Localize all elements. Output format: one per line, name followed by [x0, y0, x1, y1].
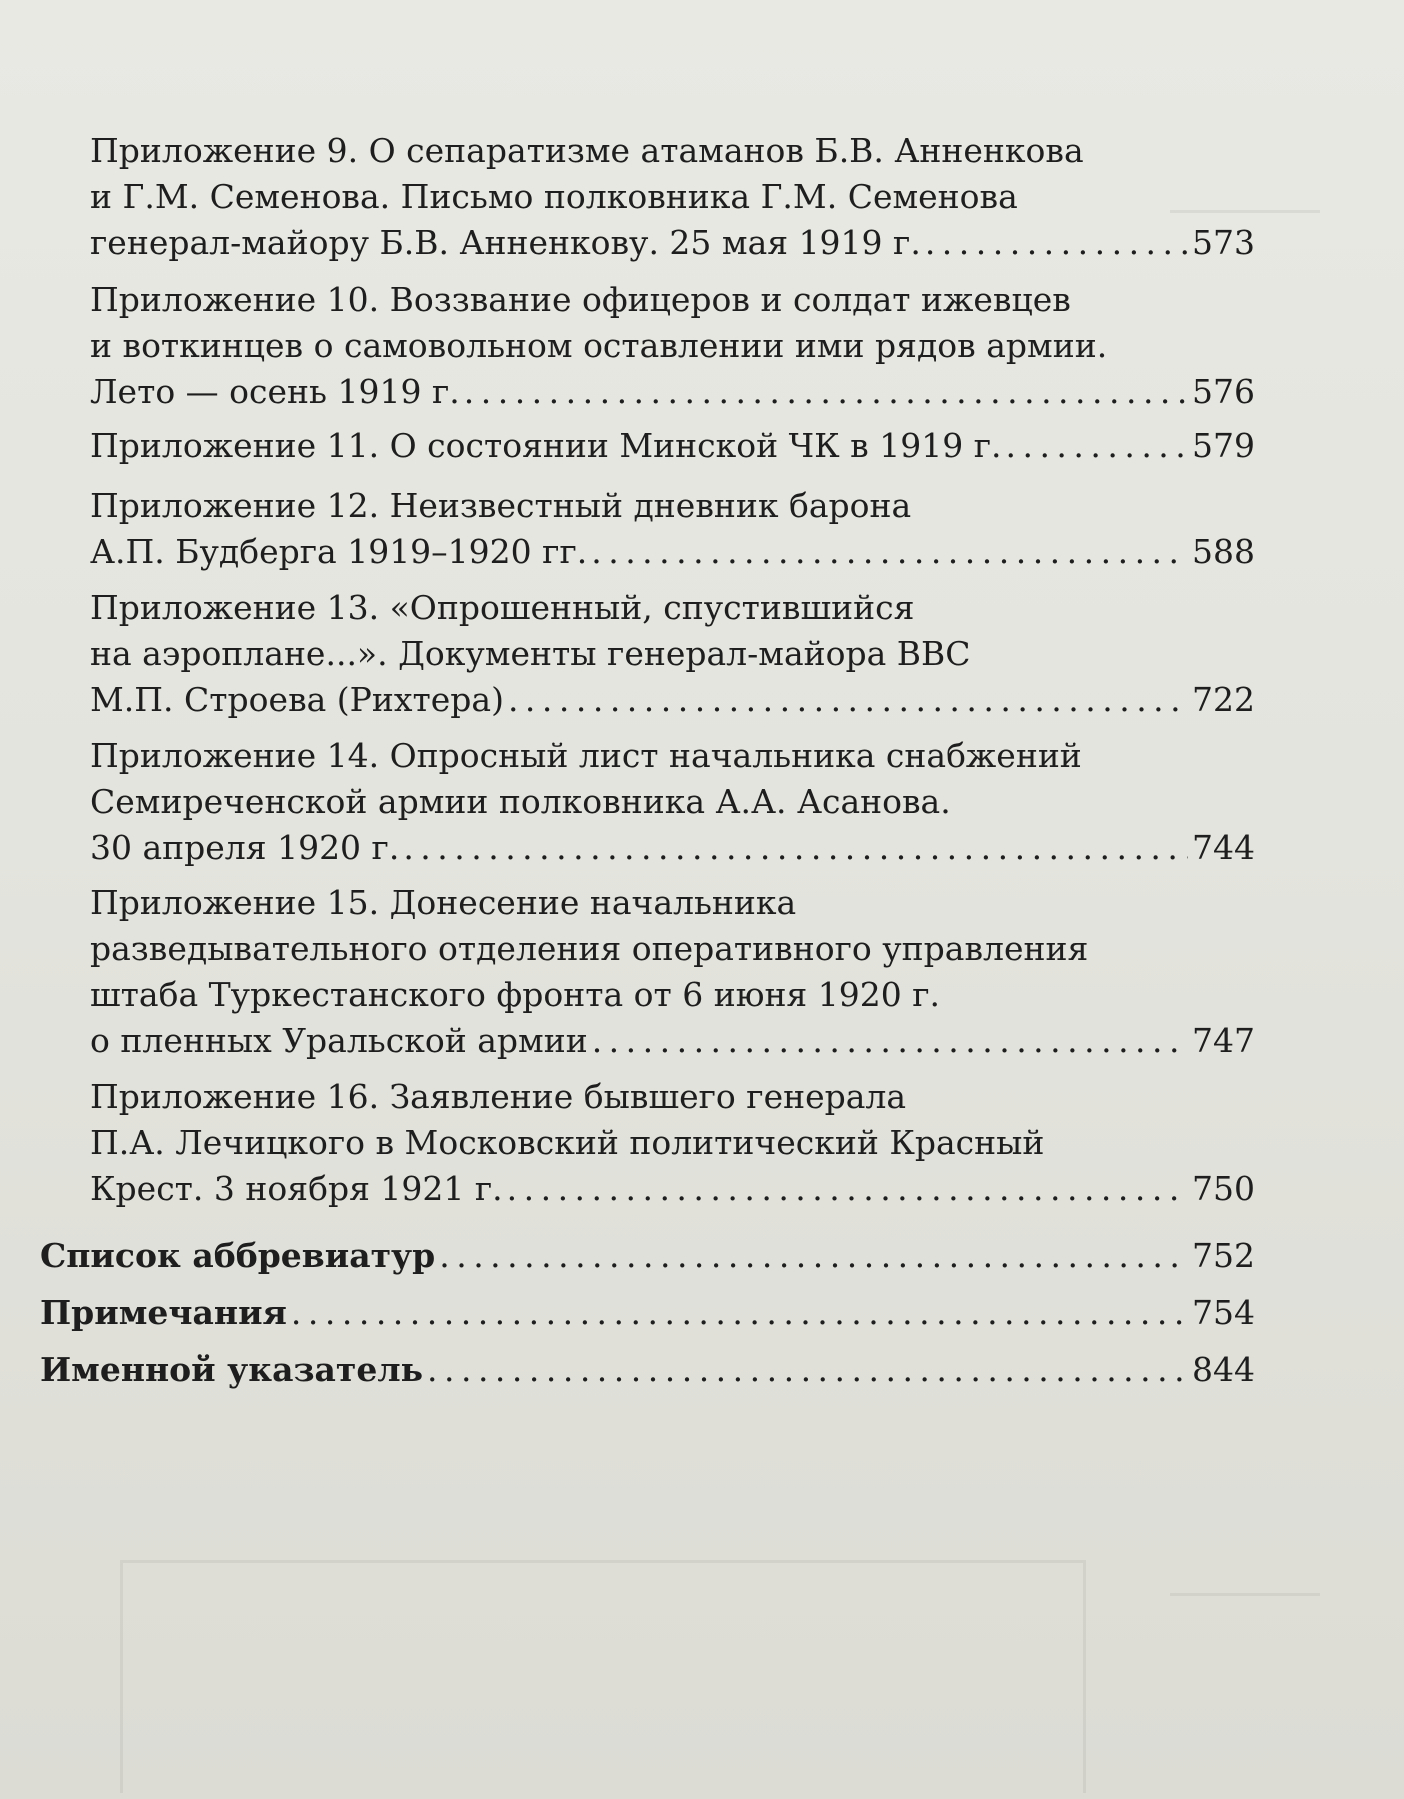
dot-leader — [592, 1018, 1188, 1064]
toc-entry-line: Лето — осень 1919 г. — [90, 372, 460, 411]
dot-leader — [507, 1166, 1188, 1212]
toc-entry-line: Крест. 3 ноября 1921 г. — [90, 1169, 503, 1208]
page-number: 573 — [1192, 223, 1255, 262]
dot-leader — [464, 369, 1188, 415]
toc-section-notes — [40, 1290, 1255, 1336]
toc-entry-line: А.П. Будберга 1919–1920 гг. — [90, 532, 588, 571]
section-title: Именной указатель — [40, 1350, 424, 1389]
page-number: 722 — [1192, 680, 1255, 719]
toc-entry-line: М.П. Строева (Рихтера) — [90, 680, 504, 719]
page-number: 576 — [1192, 372, 1255, 411]
page-number: 588 — [1192, 532, 1255, 571]
toc-entry-appendix-14 — [90, 733, 1255, 871]
toc-entry-line: П.А. Лечицкого в Московский политический Красный — [90, 1123, 1045, 1162]
page-number: 750 — [1192, 1169, 1255, 1208]
toc-entry-line: Приложение 15. Донесение начальника — [90, 883, 797, 922]
dot-leader — [925, 220, 1188, 266]
toc-section-abbreviations — [40, 1233, 1255, 1279]
toc-entry-line: Приложение 9. О сепаратизме атаманов Б.В. Анненкова — [90, 131, 1084, 170]
dot-leader — [1005, 423, 1188, 469]
dot-leader — [439, 1233, 1188, 1279]
toc-entry-appendix-12 — [90, 483, 1255, 575]
toc-entry-appendix-15 — [90, 880, 1255, 1064]
toc-entry-line: генерал-майору Б.В. Анненкову. 25 мая 1919 г. — [90, 223, 921, 262]
toc-entry-line: о пленных Уральской армии — [90, 1021, 588, 1060]
page-number: 747 — [1192, 1021, 1255, 1060]
toc-entry-appendix-10 — [90, 277, 1255, 415]
toc-entry-line: Приложение 11. О состоянии Минской ЧК в 1919 г. — [90, 426, 1002, 465]
toc-entry-line: Приложение 16. Заявление бывшего генерала — [90, 1077, 907, 1116]
toc-entry-line: 30 апреля 1920 г. — [90, 828, 400, 867]
dot-leader — [591, 529, 1188, 575]
dot-leader — [508, 677, 1188, 723]
toc-entry-line: на аэроплане...». Документы генерал-майора ВВС — [90, 634, 971, 673]
page-number: 844 — [1192, 1350, 1255, 1389]
section-title: Примечания — [40, 1293, 287, 1332]
page-number: 754 — [1192, 1293, 1255, 1332]
page-number: 579 — [1192, 426, 1255, 465]
toc-entry-appendix-9 — [90, 128, 1255, 266]
toc-entry-line: штаба Туркестанского фронта от 6 июня 1920 г. — [90, 975, 940, 1014]
section-title: Список аббревиатур — [40, 1236, 436, 1275]
toc-entry-line: Приложение 12. Неизвестный дневник барона — [90, 486, 912, 525]
toc-entry-line: Приложение 14. Опросный лист начальника снабжений — [90, 736, 1082, 775]
toc-section-name-index — [40, 1347, 1255, 1393]
toc-entry-line: и воткинцев о самовольном оставлении ими рядов армии. — [90, 326, 1108, 365]
toc-entry-line: Семиреченской армии полковника А.А. Асанова. — [90, 782, 951, 821]
page-number: 752 — [1192, 1236, 1255, 1275]
toc-entry-appendix-16 — [90, 1074, 1255, 1212]
dot-leader — [403, 825, 1188, 871]
dot-leader — [291, 1290, 1188, 1336]
toc-entry-line: и Г.М. Семенова. Письмо полковника Г.М. Семенова — [90, 177, 1018, 216]
toc-entry-appendix-11 — [90, 423, 1255, 469]
show-through-box — [120, 1560, 1086, 1793]
toc-entry-line: разведывательного отделения оперативного управления — [90, 929, 1089, 968]
toc-entry-line: Приложение 10. Воззвание офицеров и солдат ижевцев — [90, 280, 1071, 319]
toc-entry-line: Приложение 13. «Опрошенный, спустившийся — [90, 588, 915, 627]
dot-leader — [427, 1347, 1188, 1393]
toc-entry-appendix-13 — [90, 585, 1255, 723]
page-number: 744 — [1192, 828, 1255, 867]
